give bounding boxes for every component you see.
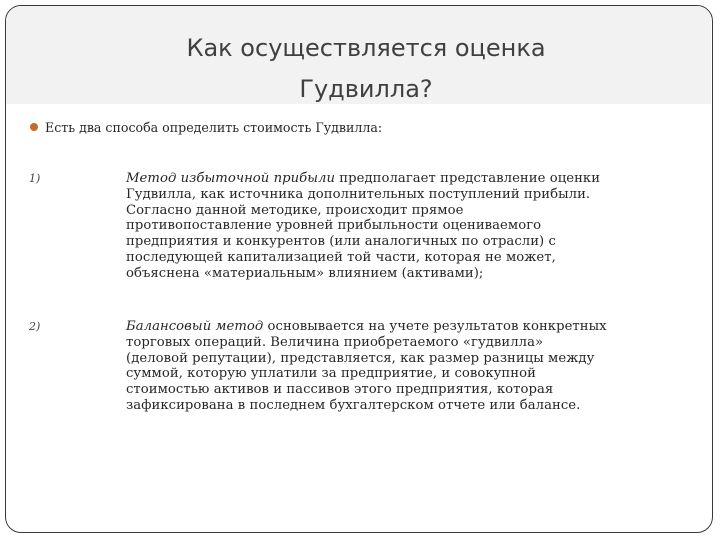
method-name: Балансовый метод	[126, 319, 264, 334]
item-line: Гудвилла, как источника дополнительных поступлений прибыли.	[126, 186, 591, 202]
title-line-2: Гудвилла?	[299, 75, 433, 103]
method-name: Метод избыточной прибыли	[126, 171, 336, 186]
item-text	[126, 171, 692, 282]
item-line: суммой, которую уплатили за предприятие, и совокупной	[126, 366, 536, 382]
item-number: 1)	[29, 172, 41, 185]
item-line: торговых операций. Величина приобретаемого «гудвилла»	[126, 334, 544, 350]
item-line: Согласно данной методике, происходит прямое	[126, 202, 464, 218]
item-line: противопоставление уровней прибыльности оцениваемого	[126, 218, 542, 234]
item-line: стоимостью активов и пассивов этого предприятия, которая	[126, 382, 554, 398]
title-line-1: Как осуществляется оценка	[186, 34, 546, 62]
item-number: 2)	[29, 320, 41, 333]
bullet-dot-icon	[30, 123, 38, 131]
item-text	[126, 319, 692, 414]
intro-bullet-text: Есть два способа определить стоимость Гудвилла:	[45, 120, 383, 135]
intro-bullet	[30, 120, 382, 135]
item-line: зафиксирована в последнем бухгалтерском отчете или балансе.	[126, 397, 581, 413]
slide-title	[66, 28, 666, 110]
slide	[5, 5, 713, 533]
item-line: последующей капитализацией той части, которая не может,	[126, 249, 556, 265]
item-line: объяснена «материальным» влиянием (активами);	[126, 265, 484, 281]
item-line: предприятия и конкурентов (или аналогичных по отрасли) с	[126, 234, 556, 250]
item-line: основывается на учете результатов конкретных	[263, 319, 607, 334]
title-panel	[6, 6, 711, 104]
item-line: предполагает представление оценки	[335, 171, 601, 186]
item-line: (деловой репутации), представляется, как размер разницы между	[126, 350, 595, 366]
